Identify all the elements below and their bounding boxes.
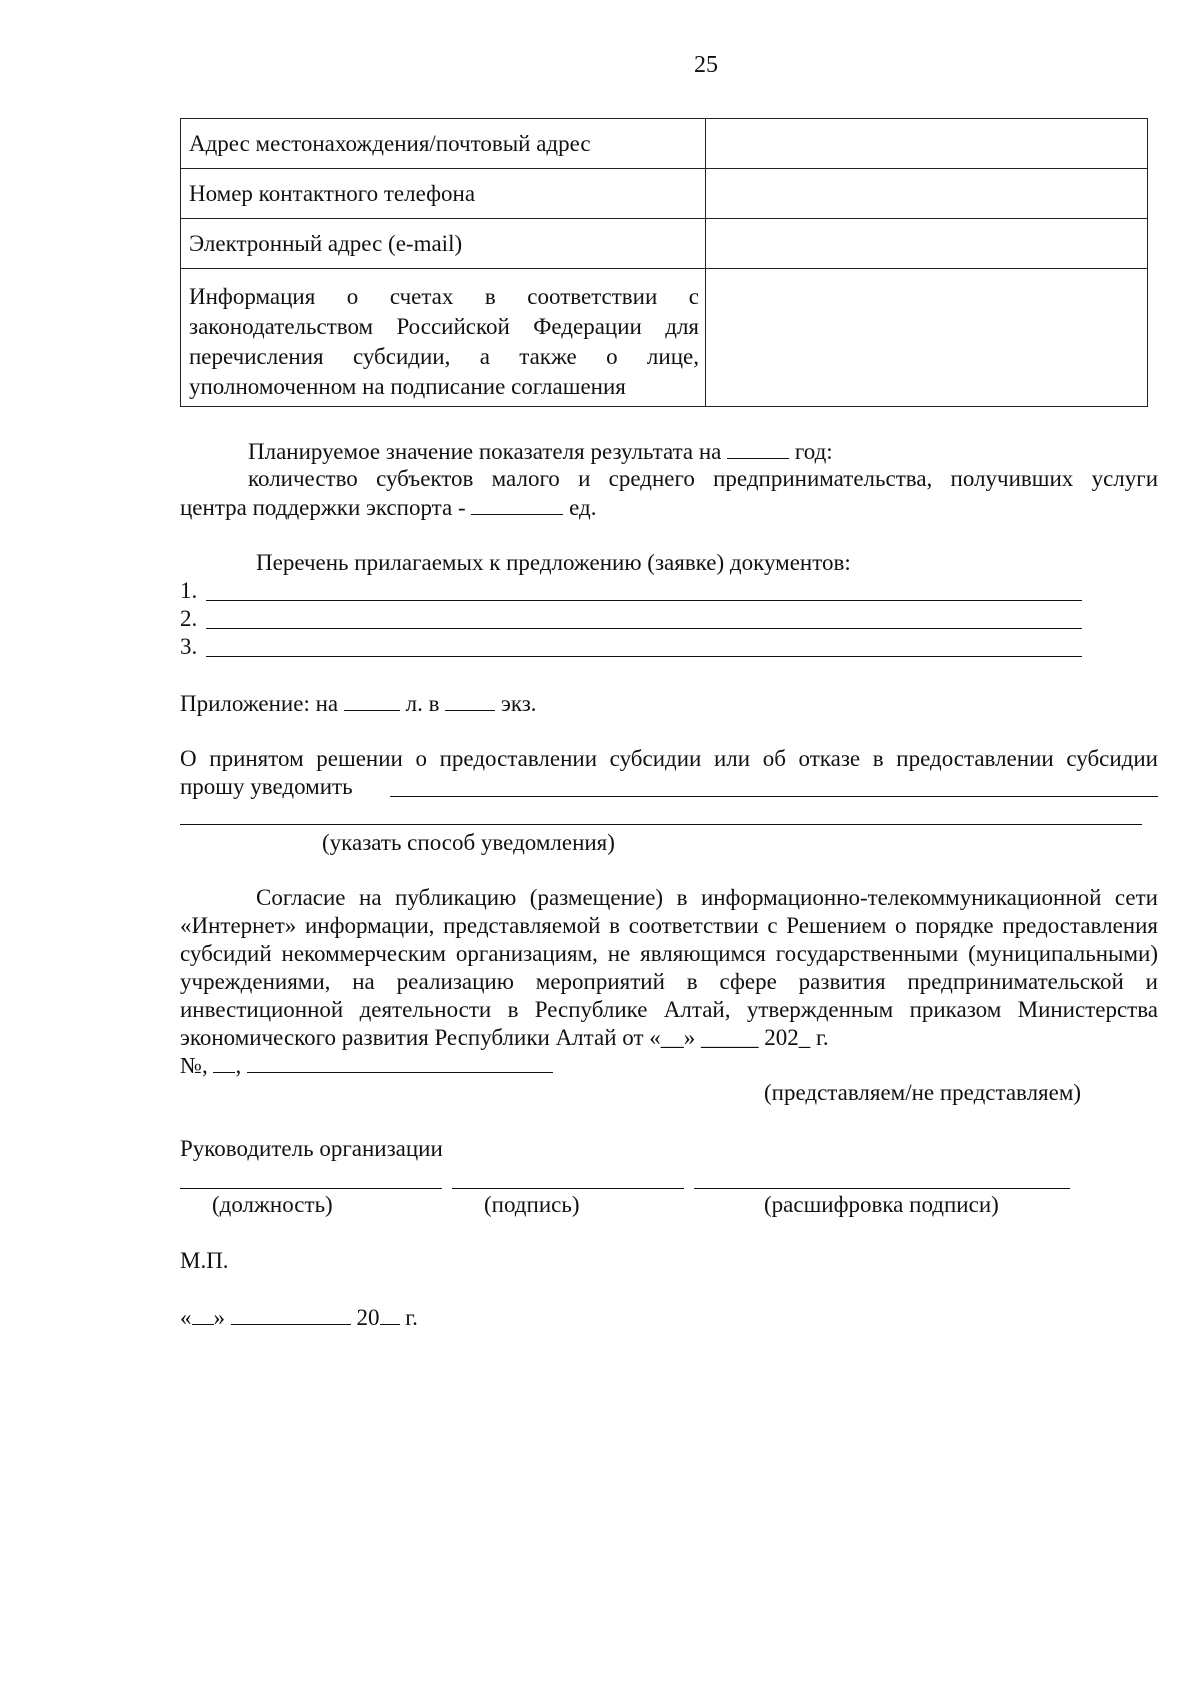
indicator-line-2: количество субъектов малого и среднего предпринимательства, получивших услуги [248,466,1158,491]
indicator-year-blank[interactable] [727,438,789,459]
table-label-address: Адрес местонахождения/почтовый адрес [181,119,706,169]
notify-method-line-2[interactable] [180,824,1142,825]
table-label-accounts: Информация о счетах в соответствии с законодательством Российской Федерации для перечисления субсидии, а также о лице, уполномоченном на подписание соглашения [181,269,706,407]
document-item-number: 2. [180,606,198,631]
appendix-pages-blank[interactable] [344,690,400,711]
date-open-quote: « [180,1305,192,1330]
applicant-info-table [180,118,1148,407]
stamp-label: М.П. [180,1248,229,1273]
signature-sign-caption: (подпись) [484,1192,580,1217]
consent-number-comma: , [235,1053,242,1078]
table-value-phone[interactable] [706,169,1148,219]
appendix-label: Приложение: на [180,691,339,716]
date-close-quote: » [213,1305,225,1330]
signature-sign-line[interactable] [452,1188,684,1189]
appendix-copies-unit: экз. [500,691,537,716]
date-month-blank[interactable] [231,1304,351,1325]
table-row [181,169,1148,219]
documents-heading: Перечень прилагаемых к предложению (заявке) документов: [256,550,851,575]
signature-decode-caption: (расшифровка подписи) [764,1192,999,1217]
appendix-copies-label: л. в [405,691,440,716]
signature-position-line[interactable] [180,1188,442,1189]
appendix-copies-blank[interactable] [445,690,495,711]
indicator-year-label: год: [794,439,833,464]
notify-line-2: прошу уведомить [180,774,353,799]
document-item-line-1[interactable] [206,600,1082,601]
date-year-suffix: г. [405,1305,418,1330]
consent-number-line [180,1052,553,1079]
appendix-line [180,690,537,717]
date-year-prefix: 20 [356,1305,380,1330]
indicator-line-1 [248,438,833,465]
consent-caption: (представляем/не представляем) [764,1080,1082,1105]
table-label-email: Электронный адрес (e-mail) [181,219,706,269]
date-day-blank[interactable] [192,1304,214,1325]
document-item-line-2[interactable] [206,628,1082,629]
table-row [181,119,1148,169]
indicator-unit: ед. [569,495,597,520]
signature-position-caption: (должность) [212,1192,333,1217]
table-value-email[interactable] [706,219,1148,269]
notify-method-line[interactable] [390,796,1158,797]
table-row [181,269,1148,407]
signature-heading: Руководитель организации [180,1136,443,1161]
page-number: 25 [694,52,718,78]
date-year-blank[interactable] [380,1304,400,1325]
document-item-line-3[interactable] [206,656,1082,657]
signature-decode-line[interactable] [694,1188,1070,1189]
indicator-center-label: центра поддержки экспорта - [180,495,466,520]
notify-line-1: О принятом решении о предоставлении субсидии или об отказе в предоставлении субсидии [180,746,1158,771]
table-row [181,219,1148,269]
indicator-line-3 [180,494,597,521]
table-label-phone: Номер контактного телефона [181,169,706,219]
consent-number-label: №, [180,1053,208,1078]
indicator-label: Планируемое значение показателя результата на [248,439,722,464]
document-item-number: 3. [180,634,198,659]
indicator-quantity-blank[interactable] [471,494,563,515]
consent-choice-blank[interactable] [247,1052,553,1073]
consent-text: Согласие на публикацию (размещение) в информационно-телекоммуникационной сети «Интернет» информации, представляемой в соответствии с Решением о порядке предоставления субсидий некоммерческим организациям, не являющимся государственными (муниципальными) учреждениями, на реализацию мероприятий в сфере развития предпринимательской и инвестиционной деятельности в Республике Алтай, утвержденным приказом Министерства экономического развития Республики Алтай от «__» _____ 202_ г. [180,885,1158,1050]
document-item-number: 1. [180,578,198,603]
notify-caption: (указать способ уведомления) [322,830,615,855]
table-value-accounts[interactable] [706,269,1148,407]
consent-number-blank[interactable] [213,1052,235,1073]
date-line [180,1304,418,1331]
table-value-address[interactable] [706,119,1148,169]
